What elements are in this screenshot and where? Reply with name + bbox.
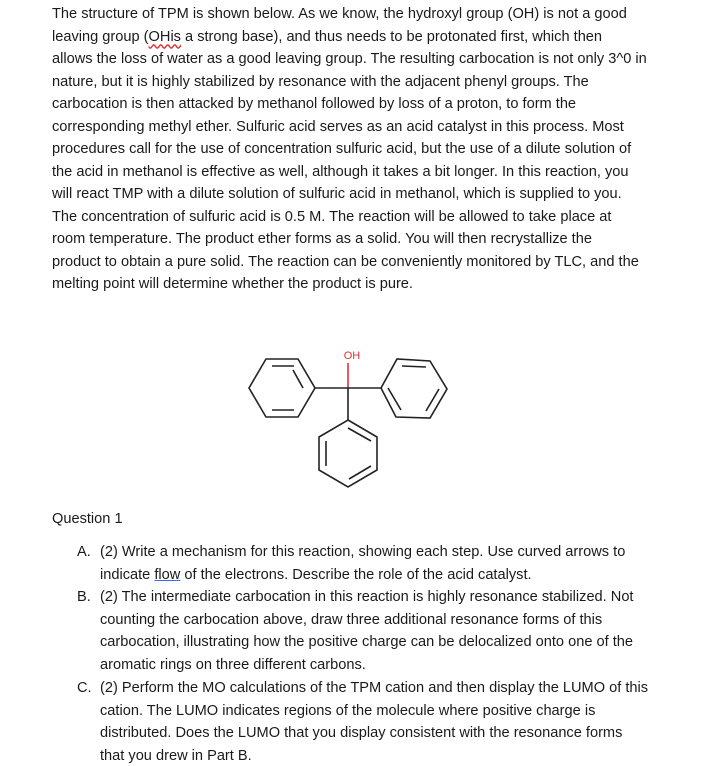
- question-title: Question 1: [52, 511, 123, 527]
- item-line: (2) Perform the MO calculations of the TPM cation and then display the LUMO of this: [100, 680, 649, 696]
- double-bond: [348, 428, 371, 441]
- text-line: melting point will determine whether the product is pure.: [52, 276, 413, 292]
- text-line: will react TMP with a dilute solution of sulfuric acid in methanol, which is supplied to you.: [52, 186, 622, 202]
- item-line: (2) Write a mechanism for this reaction, showing each step. Use curved arrows to: [100, 544, 626, 560]
- double-bond: [426, 389, 439, 411]
- item-line: [100, 565, 532, 585]
- item-line: that you drew in Part B.: [100, 748, 252, 764]
- item-marker: A.: [77, 544, 91, 560]
- spellcheck-flagged-text[interactable]: OHis: [148, 28, 181, 45]
- flow-link[interactable]: flow: [154, 567, 181, 583]
- item-line: counting the carbocation above, draw three additional resonance forms of this: [100, 612, 603, 628]
- item-line: carbocation, illustrating how the positive charge can be delocalized onto one of the: [100, 634, 634, 650]
- text-line: product to obtain a pure solid. The reaction can be conveniently monitored by TLC, and the: [52, 253, 639, 270]
- item-line: distributed. Does the LUMO that you display consistent with the resonance forms: [100, 725, 623, 741]
- text-line: corresponding methyl ether. Sulfuric acid serves as an acid catalyst in this process. Most: [52, 118, 624, 135]
- text-line: The structure of TPM is shown below. As we know, the hydroxyl group (OH) is not a good: [52, 6, 627, 22]
- double-bond: [402, 366, 426, 367]
- item-line: aromatic rings on three different carbons.: [100, 657, 366, 673]
- text-span: a strong base), and thus needs to be protonated first, which then: [180, 28, 603, 45]
- text-line: allows the loss of water as a good leaving group. The resulting carbocation is not only 3^0 in: [52, 51, 647, 67]
- text-line: carbocation is then attacked by methanol followed by loss of a proton, to form the: [52, 96, 577, 112]
- phenyl-ring-right: [381, 359, 447, 418]
- text-line: the acid in methanol is effective as well, although it takes a bit longer. In this reaction, you: [52, 163, 629, 180]
- item-line: (2) The intermediate carbocation in this reaction is highly resonance stabilized. Not: [100, 589, 634, 605]
- item-line: cation. The LUMO indicates regions of the molecule where positive charge is: [100, 703, 596, 719]
- text-line: nature, but it is highly stabilized by resonance with the adjacent phenyl groups. The: [52, 73, 589, 90]
- text-span: of the electrons. Describe the role of the acid catalyst.: [180, 567, 532, 583]
- text-span: leaving group (: [52, 28, 149, 45]
- text-line: room temperature. The product ether forms as a solid. You will then recrystallize the: [52, 231, 592, 247]
- double-bond: [293, 370, 303, 388]
- oh-label: OH: [343, 350, 361, 362]
- double-bond: [349, 466, 371, 479]
- text-line: procedures call for the use of concentration sulfuric acid, but the use of a dilute solution of: [52, 141, 632, 157]
- phenyl-ring-bottom: [319, 420, 377, 487]
- text-line: The concentration of sulfuric acid is 0.5 M. The reaction will be allowed to take place at: [52, 208, 612, 225]
- item-marker: B.: [77, 589, 91, 605]
- item-marker: C.: [77, 680, 92, 696]
- text-span: indicate: [100, 567, 155, 583]
- phenyl-ring-left: [249, 359, 315, 417]
